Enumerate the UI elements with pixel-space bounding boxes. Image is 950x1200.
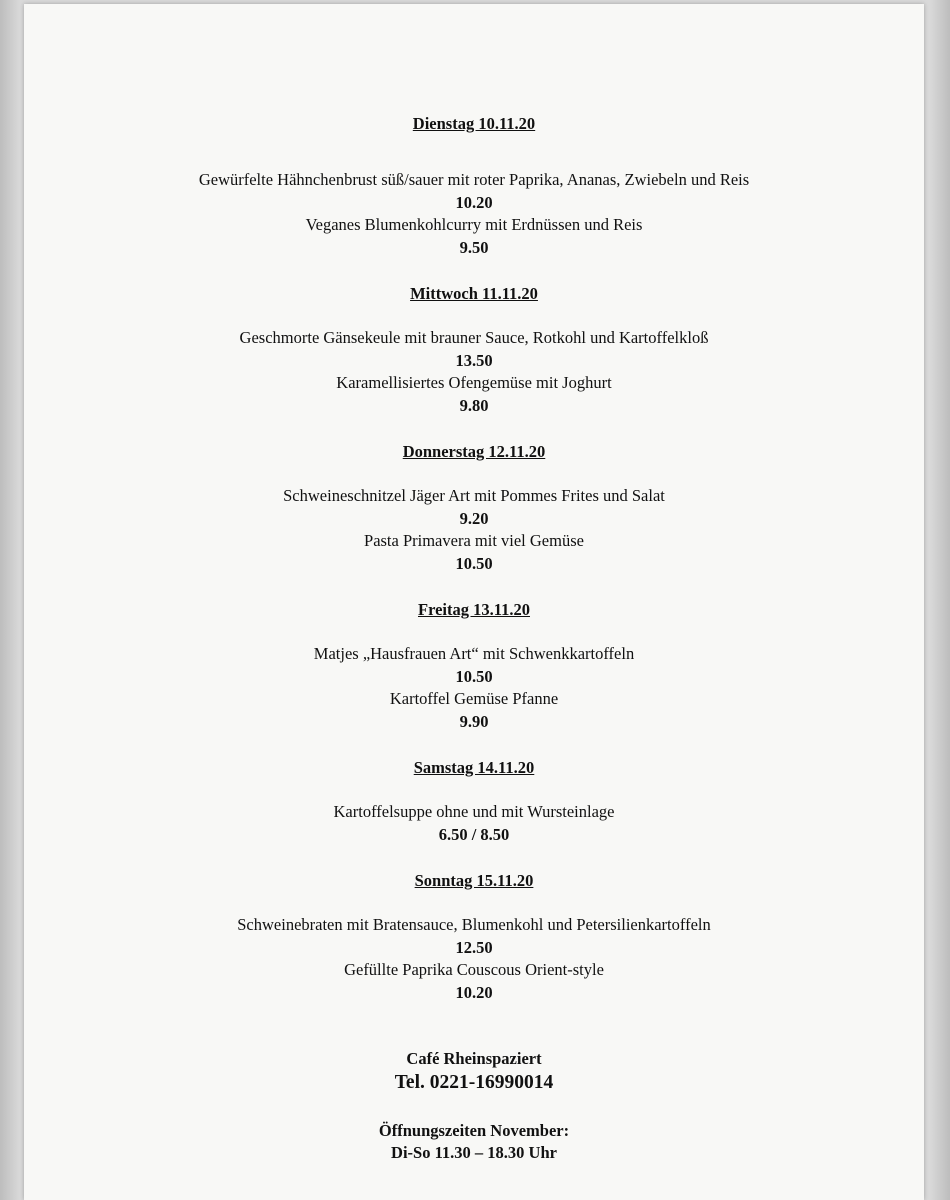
dish-price: 10.50 [455, 553, 493, 573]
dish-name: Gefüllte Paprika Couscous Orient-style [344, 960, 604, 979]
dish-name: Schweineschnitzel Jäger Art mit Pommes Frites und Salat [283, 486, 665, 505]
dish-price: 9.50 [459, 237, 489, 257]
dish-name: Geschmorte Gänsekeule mit brauner Sauce, Rotkohl und Kartoffelkloß [239, 328, 709, 347]
dish-name: Gewürfelte Hähnchenbrust süß/sauer mit roter Paprika, Ananas, Zwiebeln und Reis [198, 170, 750, 189]
dish-list [24, 801, 924, 846]
cafe-name: Café Rheinspaziert [406, 1049, 542, 1068]
dish-list [24, 169, 924, 259]
dish-price: 10.20 [455, 982, 493, 1002]
day-heading: Freitag 13.11.20 [418, 600, 530, 619]
opening-hours-label: Öffnungszeiten November: [378, 1121, 570, 1140]
day-heading: Samstag 14.11.20 [413, 758, 535, 777]
day-section-sunday [24, 870, 924, 1004]
dish-list [24, 643, 924, 733]
dish-list [24, 485, 924, 575]
day-section-wednesday [24, 283, 924, 417]
dish-name: Veganes Blumenkohlcurry mit Erdnüssen und Reis [305, 215, 643, 234]
opening-hours-value: Di-So 11.30 – 18.30 Uhr [391, 1143, 557, 1162]
dish-list [24, 914, 924, 1004]
dish-price: 9.80 [459, 395, 489, 415]
dish-name: Pasta Primavera mit viel Gemüse [364, 531, 584, 550]
cafe-footer [24, 1048, 924, 1164]
day-heading: Donnerstag 12.11.20 [402, 442, 546, 461]
dish-price: 9.20 [459, 508, 489, 528]
dish-name: Kartoffelsuppe ohne und mit Wursteinlage [333, 802, 615, 821]
menu-page [24, 4, 924, 1200]
dish-price: 12.50 [455, 937, 493, 957]
dish-price: 10.50 [455, 666, 493, 686]
dish-price: 6.50 / 8.50 [438, 824, 510, 844]
dish-name: Karamellisiertes Ofengemüse mit Joghurt [336, 373, 612, 392]
day-section-tuesday [24, 113, 924, 259]
dish-price: 10.20 [455, 192, 493, 212]
dish-price: 9.90 [459, 711, 489, 731]
dish-name: Schweinebraten mit Bratensauce, Blumenkohl und Petersilienkartoffeln [237, 915, 711, 934]
dish-list [24, 327, 924, 417]
day-section-saturday [24, 757, 924, 846]
day-section-thursday [24, 441, 924, 575]
day-heading: Dienstag 10.11.20 [412, 114, 536, 133]
weekly-menu [24, 113, 924, 1004]
dish-price: 13.50 [455, 350, 493, 370]
dish-name: Kartoffel Gemüse Pfanne [389, 689, 559, 708]
day-heading: Mittwoch 11.11.20 [410, 284, 538, 303]
dish-name: Matjes „Hausfrauen Art“ mit Schwenkkartoffeln [313, 644, 635, 663]
day-section-friday [24, 599, 924, 733]
cafe-telephone: Tel. 0221-16990014 [394, 1072, 554, 1093]
day-heading: Sonntag 15.11.20 [414, 871, 534, 890]
